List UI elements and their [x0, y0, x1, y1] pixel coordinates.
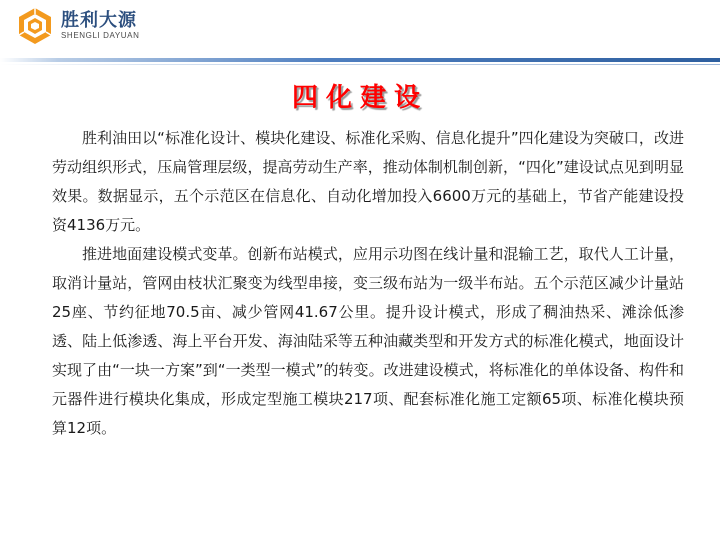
header-divider: [0, 58, 720, 62]
page-title: 四化建设: [291, 83, 428, 113]
header: [0, 0, 720, 66]
brand-logo: [15, 6, 140, 46]
brand-text: [61, 11, 140, 41]
brand-name-cn: 胜利大源: [61, 10, 137, 31]
brand-name-en: SHENGLI DAYUAN: [61, 31, 140, 40]
paragraph-1: 胜利油田以“标准化设计、模块化建设、标准化采购、信息化提升”四化建设为突破口，改进劳动组织形式，压扁管理层级，提高劳动生产率，推动体制机制创新，“四化”建设试点见到明显效果。数据显示，五个示范区在信息化、自动化增加投入6600万元的基础上，节省产能建设投资4136万元。: [52, 129, 684, 234]
body-text: [52, 124, 684, 443]
paragraph-2: 推进地面建设模式变革。创新布站模式，应用示功图在线计量和混输工艺，取代人工计量，取消计量站，管网由枝状汇聚变为线型串接，变三级布站为一级半布站。五个示范区减少计量站25座、节约征地70.5亩、减少管网41.67公里。提升设计模式，形成了稠油热采、滩涂低渗透、陆上低渗透、海上平台开发、海油陆采等五种油藏类型和开发方式的标准化模式，地面设计实现了由“一块一方案”到“一类型一模式”的转变。改进建设模式，将标准化的单体设备、构件和元器件进行模块化集成，形成定型施工模块217项、配套标准化施工定额65项、标准化模块预算12项。: [52, 245, 684, 437]
hexagon-cube-logo-icon: [15, 6, 55, 46]
header-divider-thin: [0, 64, 720, 65]
